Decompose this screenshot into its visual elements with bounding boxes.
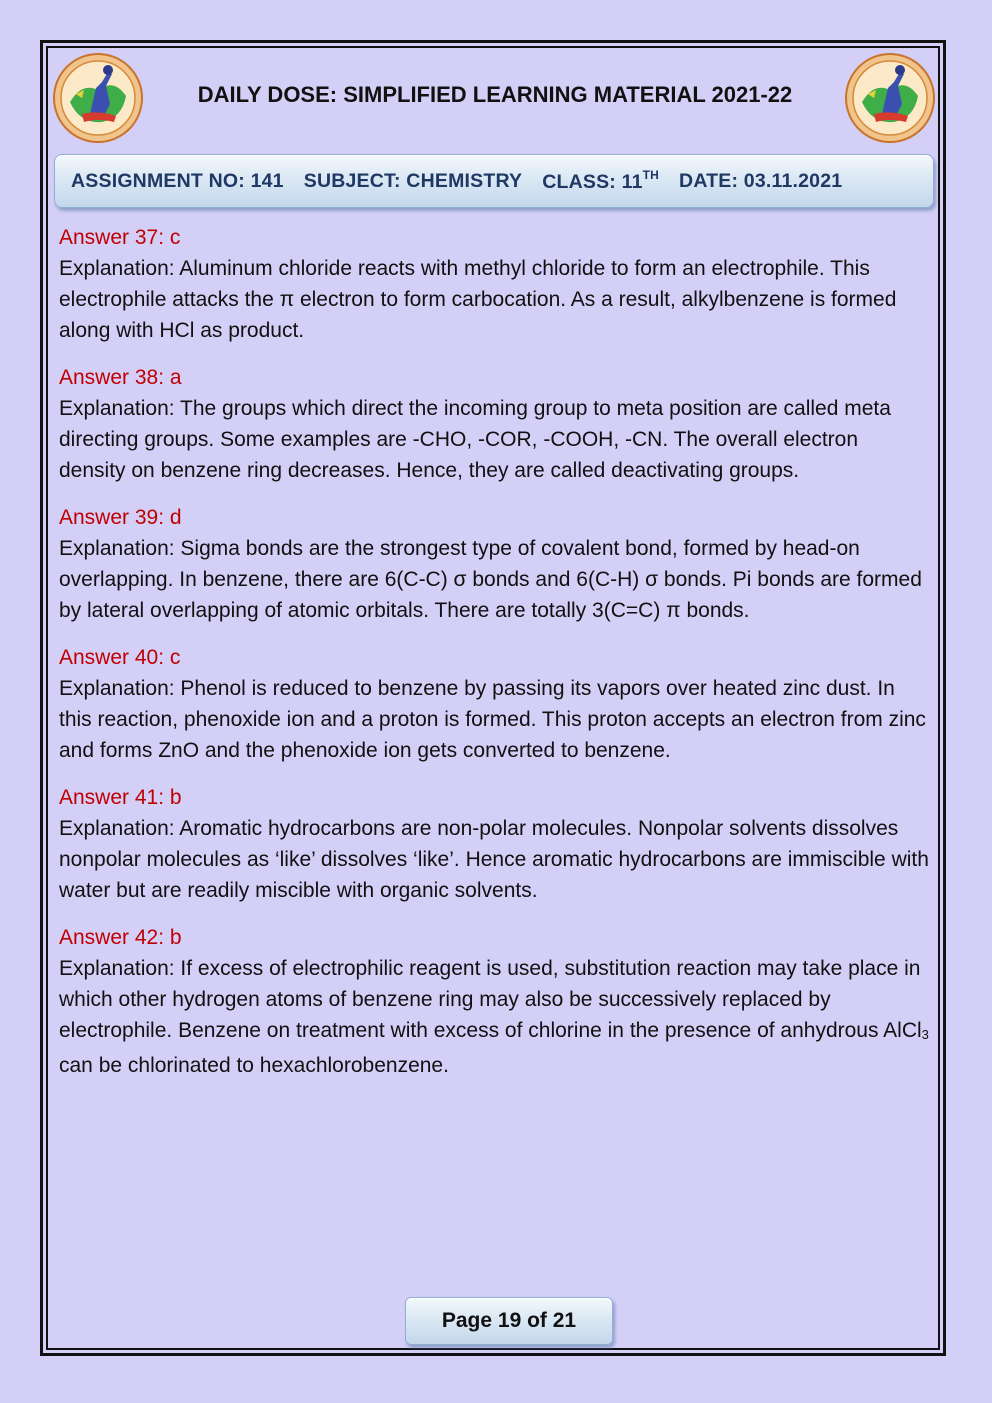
answer-block	[59, 502, 929, 626]
explanation-text: Explanation: If excess of electrophilic reagent is used, substitution reaction may take place in which other hydrogen atoms of benzene ring may also be successively replaced by electrophile. Benzene on treatment with excess of chlorine in the presence of anhydrous AlCl	[59, 957, 922, 1042]
explanation-text: can be chlorinated to hexachlorobenzene.	[59, 1054, 449, 1077]
subscript: 3	[921, 1027, 929, 1042]
school-emblem-icon	[844, 52, 936, 144]
page-number: Page 19 of 21	[405, 1297, 613, 1345]
answer-block	[59, 642, 929, 766]
answer-label: Answer 37: c	[59, 226, 181, 249]
page-title: DAILY DOSE: SIMPLIFIED LEARNING MATERIAL 2021-22	[197, 82, 793, 107]
answer-block	[59, 922, 929, 1081]
class-value: CLASS: 11	[542, 171, 643, 193]
answer-explanation: Explanation: Aromatic hydrocarbons are non-polar molecules. Nonpolar solvents dissolves nonpolar molecules as ‘like’ dissolves ‘like’. Hence aromatic hydrocarbons are immiscible with water but are readily miscible with organic solvents.	[59, 817, 929, 902]
answer-explanation: Explanation: Sigma bonds are the strongest type of covalent bond, formed by head-on overlapping. In benzene, there are 6(C-C) σ bonds and 6(C-H) σ bonds. Pi bonds are formed by lateral overlapping of atomic orbitals. There are totally 3(C=C) π bonds.	[59, 537, 922, 622]
answer-explanation: Explanation: Aluminum chloride reacts with methyl chloride to form an electrophile. This electrophile attacks the π electron to form carbocation. As a result, alkylbenzene is formed along with HCl as product.	[59, 257, 897, 342]
answer-block	[59, 362, 929, 486]
answer-label: Answer 42: b	[59, 926, 182, 949]
date-label: DATE: 03.11.2021	[679, 169, 843, 192]
answer-explanation: Explanation: Phenol is reduced to benzene by passing its vapors over heated zinc dust. In this reaction, phenoxide ion and a proton is formed. This proton accepts an electron from zinc and forms ZnO and the phenoxide ion gets converted to benzene.	[59, 677, 926, 762]
assignment-number: ASSIGNMENT NO: 141	[71, 169, 284, 192]
answer-explanation: Explanation: The groups which direct the incoming group to meta position are called meta directing groups. Some examples are -CHO, -COR, -COOH, -CN. The overall electron density on benzene ring decreases. Hence, they are called deactivating groups.	[59, 397, 891, 482]
answer-label: Answer 40: c	[59, 646, 181, 669]
answer-label: Answer 38: a	[59, 366, 182, 389]
school-emblem-icon	[52, 52, 144, 144]
answer-block	[59, 222, 929, 346]
class-label	[542, 168, 659, 194]
answer-label: Answer 41: b	[59, 786, 182, 809]
answer-explanation	[59, 953, 929, 1081]
answer-label: Answer 39: d	[59, 506, 182, 529]
subject-label: SUBJECT: CHEMISTRY	[303, 169, 523, 192]
class-superscript: TH	[642, 168, 660, 182]
answers-content	[59, 222, 929, 1097]
answer-block	[59, 782, 929, 906]
assignment-info-bar	[54, 154, 934, 208]
